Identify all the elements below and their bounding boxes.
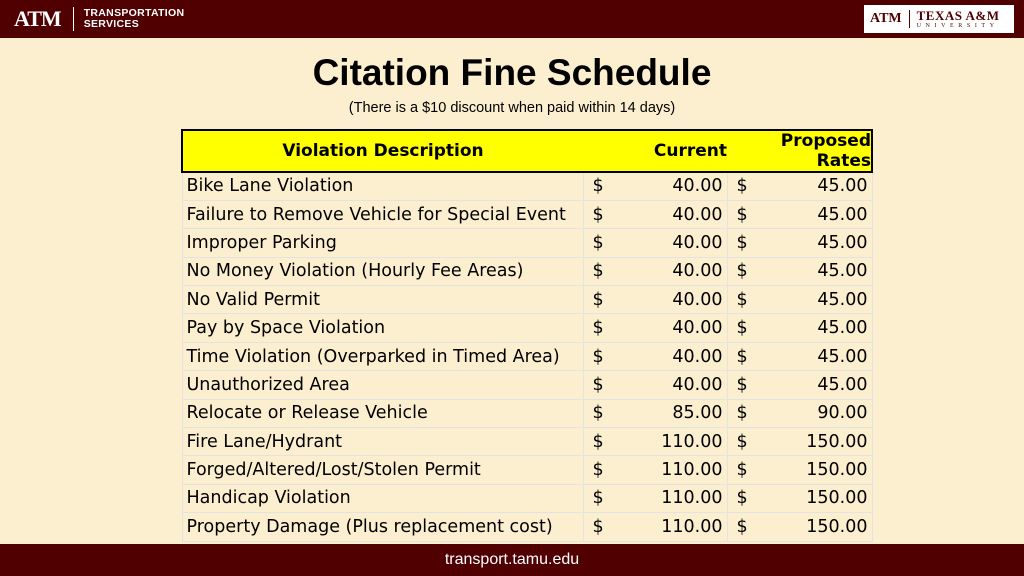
proposed-amount: 150.00 (806, 431, 868, 452)
current-fine-cell (583, 314, 727, 342)
currency-symbol: $ (592, 261, 604, 282)
violation-description-cell: No Valid Permit (182, 286, 583, 314)
dept-name-line1: TRANSPORTATION (83, 7, 185, 19)
fine-schedule-table (181, 129, 873, 542)
current-amount: 40.00 (672, 318, 723, 339)
current-fine-cell (583, 513, 727, 541)
current-fine-cell (583, 257, 727, 285)
proposed-fine-cell (727, 371, 872, 399)
currency-symbol: $ (592, 346, 604, 367)
proposed-fine-cell (727, 456, 872, 484)
proposed-amount: 45.00 (817, 346, 868, 367)
violation-description-cell: Pay by Space Violation (182, 314, 583, 342)
currency-symbol: $ (736, 318, 748, 339)
dept-name (84, 8, 185, 30)
proposed-fine-cell (727, 399, 872, 427)
proposed-amount: 150.00 (806, 460, 868, 481)
violation-description-cell: Unauthorized Area (182, 371, 583, 399)
currency-symbol: $ (736, 204, 748, 225)
current-fine-cell (583, 456, 727, 484)
table-row (182, 484, 872, 512)
current-amount: 40.00 (672, 176, 723, 197)
proposed-fine-cell (727, 484, 872, 512)
top-banner (0, 0, 1024, 38)
proposed-amount: 45.00 (817, 374, 868, 395)
table-row (182, 200, 872, 228)
currency-symbol: $ (592, 176, 604, 197)
current-amount: 40.00 (672, 346, 723, 367)
currency-symbol: $ (592, 289, 604, 310)
proposed-fine-cell (727, 200, 872, 228)
proposed-fine-cell (727, 314, 872, 342)
university-name-sub: UNIVERSITY (916, 23, 999, 29)
currency-symbol: $ (736, 431, 748, 452)
current-amount: 85.00 (672, 403, 723, 424)
proposed-fine-cell (727, 342, 872, 370)
proposed-amount: 90.00 (817, 403, 868, 424)
current-amount: 40.00 (672, 232, 723, 253)
currency-symbol: $ (736, 374, 748, 395)
table-row (182, 229, 872, 257)
violation-description-cell: Failure to Remove Vehicle for Special Event (182, 200, 583, 228)
proposed-fine-cell (727, 513, 872, 541)
logo-separator (909, 10, 910, 28)
current-amount: 110.00 (661, 460, 723, 481)
violation-description-cell: Time Violation (Overparked in Timed Area) (182, 342, 583, 370)
header-violation-description: Violation Description (282, 141, 484, 161)
proposed-amount: 150.00 (806, 488, 868, 509)
university-name-main: TEXAS A&M (916, 8, 1000, 23)
logo-divider (73, 7, 74, 31)
atm-small-mark: ATM (870, 11, 902, 26)
table-row (182, 513, 872, 541)
current-amount: 40.00 (672, 204, 723, 225)
proposed-fine-cell (727, 428, 872, 456)
current-amount: 110.00 (661, 516, 723, 537)
proposed-amount: 45.00 (817, 176, 868, 197)
table-row (182, 314, 872, 342)
currency-symbol: $ (592, 403, 604, 424)
header-current: Current (653, 141, 727, 161)
violation-description-cell: No Money Violation (Hourly Fee Areas) (182, 257, 583, 285)
currency-symbol: $ (592, 460, 604, 481)
current-fine-cell (583, 428, 727, 456)
page-subtitle: (There is a $10 discount when paid within 14 days) (348, 100, 676, 116)
proposed-amount: 150.00 (806, 516, 868, 537)
table-header-row (182, 130, 872, 172)
current-fine-cell (583, 399, 727, 427)
currency-symbol: $ (736, 289, 748, 310)
currency-symbol: $ (736, 516, 748, 537)
violation-description-cell: Relocate or Release Vehicle (182, 399, 583, 427)
university-name (917, 9, 1000, 29)
texas-am-logo[interactable] (864, 5, 1014, 33)
table-row (182, 456, 872, 484)
current-fine-cell (583, 200, 727, 228)
current-fine-cell (583, 172, 727, 200)
violation-description-cell: Property Damage (Plus replacement cost) (182, 513, 583, 541)
table-row (182, 371, 872, 399)
proposed-amount: 45.00 (817, 261, 868, 282)
currency-symbol: $ (592, 232, 604, 253)
table-row (182, 286, 872, 314)
currency-symbol: $ (736, 176, 748, 197)
currency-symbol: $ (736, 488, 748, 509)
current-amount: 40.00 (672, 261, 723, 282)
currency-symbol: $ (736, 460, 748, 481)
proposed-amount: 45.00 (817, 289, 868, 310)
footer-url[interactable]: transport.tamu.edu (444, 551, 580, 568)
proposed-amount: 45.00 (817, 318, 868, 339)
proposed-fine-cell (727, 257, 872, 285)
violation-description-cell: Handicap Violation (182, 484, 583, 512)
proposed-fine-cell (727, 286, 872, 314)
current-fine-cell (583, 371, 727, 399)
table-row (182, 342, 872, 370)
proposed-fine-cell (727, 229, 872, 257)
current-fine-cell (583, 229, 727, 257)
current-amount: 110.00 (661, 431, 723, 452)
table-row (182, 399, 872, 427)
currency-symbol: $ (592, 488, 604, 509)
dept-name-line2: SERVICES (83, 18, 140, 30)
proposed-fine-cell (727, 172, 872, 200)
table-body (182, 172, 872, 541)
proposed-amount: 45.00 (817, 204, 868, 225)
current-amount: 40.00 (672, 374, 723, 395)
proposed-amount: 45.00 (817, 232, 868, 253)
violation-description-cell: Improper Parking (182, 229, 583, 257)
currency-symbol: $ (736, 403, 748, 424)
atm-logo-mark: ATM (14, 6, 61, 31)
current-fine-cell (583, 342, 727, 370)
header-proposed-rates: Proposed Rates (780, 131, 871, 171)
currency-symbol: $ (592, 431, 604, 452)
current-fine-cell (583, 484, 727, 512)
currency-symbol: $ (592, 318, 604, 339)
current-amount: 40.00 (672, 289, 723, 310)
violation-description-cell: Fire Lane/Hydrant (182, 428, 583, 456)
current-amount: 110.00 (661, 488, 723, 509)
current-fine-cell (583, 286, 727, 314)
table-row (182, 172, 872, 200)
table-row (182, 257, 872, 285)
violation-description-cell: Bike Lane Violation (182, 172, 583, 200)
currency-symbol: $ (736, 232, 748, 253)
page-title: Citation Fine Schedule (312, 52, 712, 93)
transportation-services-logo[interactable] (14, 4, 184, 34)
currency-symbol: $ (736, 261, 748, 282)
currency-symbol: $ (592, 204, 604, 225)
violation-description-cell: Forged/Altered/Lost/Stolen Permit (182, 456, 583, 484)
currency-symbol: $ (592, 516, 604, 537)
currency-symbol: $ (592, 374, 604, 395)
table-row (182, 428, 872, 456)
currency-symbol: $ (736, 346, 748, 367)
